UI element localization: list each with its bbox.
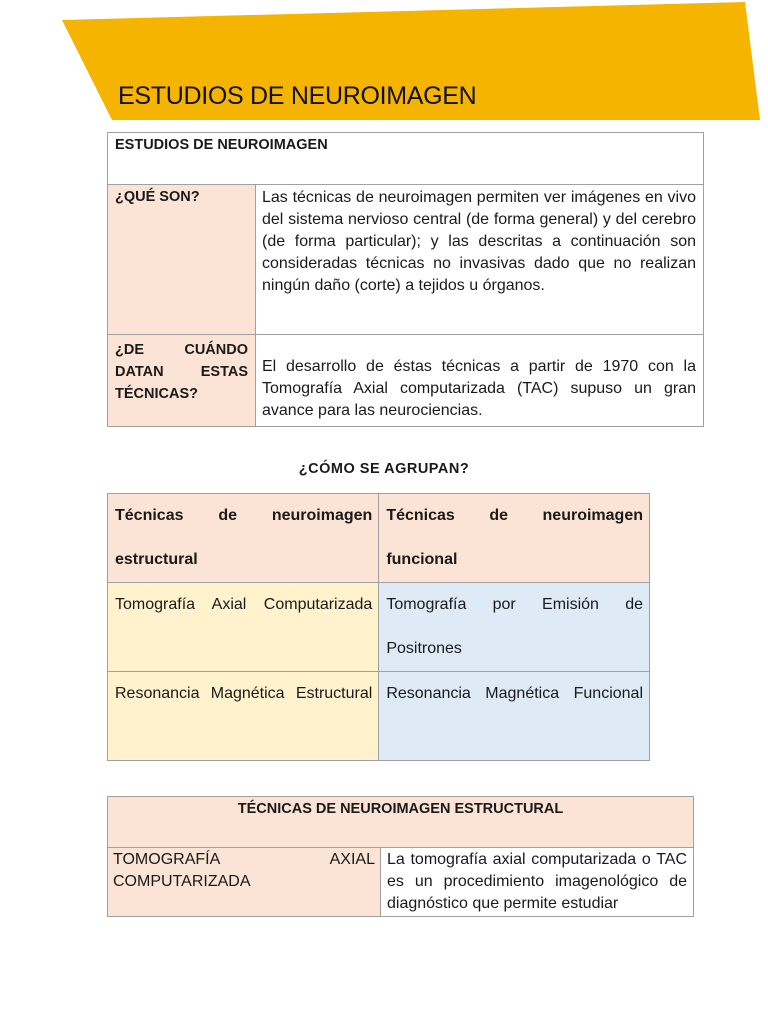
row-label-tac: TOMOGRAFÍA AXIAL COMPUTARIZADA bbox=[108, 848, 381, 917]
grouping-table bbox=[107, 493, 650, 761]
row-text-what-are: Las técnicas de neuroimagen permiten ver imágenes en vivo del sistema nervioso central (de forma general) y del cerebro (de forma particular); y las descritas a continuación son consideradas técnicas no invasivas dado que no realizan ningún daño (corte) a tejidos u órganos. bbox=[256, 185, 704, 335]
cell-functional-2: Resonancia Magnética Funcional bbox=[379, 672, 650, 761]
page-title: ESTUDIOS DE NEUROIMAGEN bbox=[118, 82, 477, 110]
header-functional: Técnicas de neuroimagen funcional bbox=[379, 494, 650, 583]
cell-functional-1: Tomografía por Emisión de Positrones bbox=[379, 583, 650, 672]
table-row bbox=[108, 494, 650, 583]
table-row bbox=[108, 185, 704, 335]
table-row bbox=[108, 848, 694, 917]
cell-structural-2: Resonancia Magnética Estructural bbox=[108, 672, 379, 761]
header-structural: Técnicas de neuroimagen estructural bbox=[108, 494, 379, 583]
table-row bbox=[108, 583, 650, 672]
row-label-what-are: ¿QUÉ SON? bbox=[108, 185, 256, 335]
table-row bbox=[108, 672, 650, 761]
cell-structural-1: Tomografía Axial Computarizada bbox=[108, 583, 379, 672]
row-text-tac: La tomografía axial computarizada o TAC es un procedimiento imagenológico de diagnóstico que permite estudiar bbox=[381, 848, 694, 917]
structural-techniques-table bbox=[107, 796, 694, 917]
grouping-title: ¿CÓMO SE AGRUPAN? bbox=[298, 461, 470, 477]
table3-header: TÉCNICAS DE NEUROIMAGEN ESTRUCTURAL bbox=[108, 797, 694, 848]
table1-header: ESTUDIOS DE NEUROIMAGEN bbox=[108, 133, 704, 185]
table-row bbox=[108, 335, 704, 427]
neuroimaging-studies-table bbox=[107, 132, 704, 427]
row-text-when-date: El desarrollo de éstas técnicas a partir de 1970 con la Tomografía Axial computarizada (TAC) supuso un gran avance para las neurociencias. bbox=[256, 335, 704, 427]
row-label-when-date: ¿DE CUÁNDO DATAN ESTAS TÉCNICAS? bbox=[108, 335, 256, 427]
